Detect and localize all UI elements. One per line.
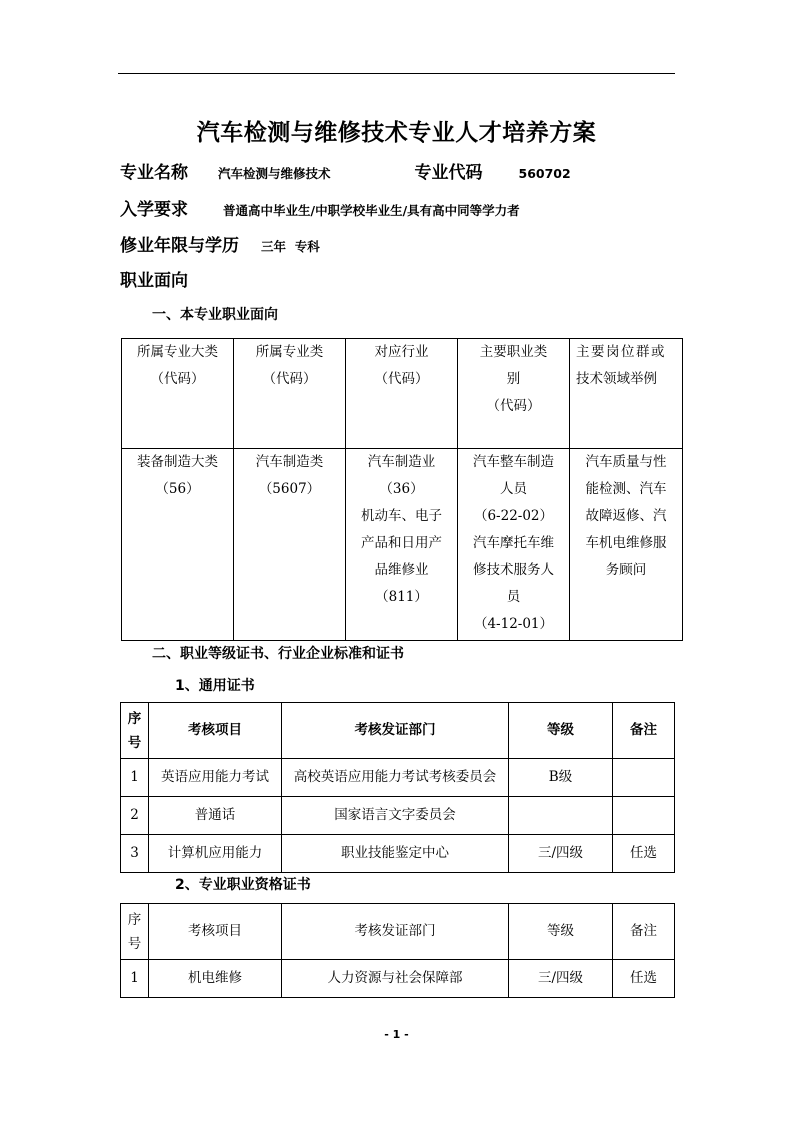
table-cell: 汽车整车制造 人员 （6-22-02） 汽车摩托车维 修技术服务人 员 （4-12-01） [458, 449, 570, 641]
table-cell: 国家语言文字委员会 [282, 797, 509, 835]
field-major-name [120, 158, 571, 183]
table-cell: 高校英语应用能力考试考核委员会 [282, 759, 509, 797]
header-rule [118, 73, 675, 74]
table-row [121, 759, 675, 797]
table-header-cell: 备注 [613, 703, 675, 759]
field-label: 修业年限与学历 [120, 236, 239, 256]
table-cell: 1 [121, 960, 149, 998]
table-header-cell: 序号 [121, 703, 149, 759]
general-cert-table [120, 702, 675, 873]
table-header-cell: 考核项目 [149, 703, 282, 759]
field-value: 汽车检测与维修技术 [218, 166, 331, 181]
table-row [121, 835, 675, 873]
table-header-cell: 序号 [121, 904, 149, 960]
table-cell: 汽车质量与性 能检测、汽车 故障返修、汽 车机电维修服 务顾问 [570, 449, 683, 641]
subsection-heading: 1、通用证书 [175, 678, 255, 694]
table-header-cell: 等级 [509, 703, 613, 759]
page-number: - 1 - [384, 1028, 409, 1041]
table-cell: 计算机应用能力 [149, 835, 282, 873]
table-cell: 英语应用能力考试 [149, 759, 282, 797]
table-header-cell: 备注 [613, 904, 675, 960]
table-cell: 职业技能鉴定中心 [282, 835, 509, 873]
table-cell: 1 [121, 759, 149, 797]
table-cell: 人力资源与社会保障部 [282, 960, 509, 998]
table-cell: 所属专业大类 （代码） [122, 339, 234, 449]
table-cell: 机电维修 [149, 960, 282, 998]
table-cell: 主要职业类 别 （代码） [458, 339, 570, 449]
field-label: 专业名称 [120, 163, 188, 183]
table-header-row [121, 904, 675, 960]
subsection-heading: 二、职业等级证书、行业企业标准和证书 [152, 646, 404, 662]
table-header-cell: 考核发证部门 [282, 904, 509, 960]
field-value: 三年 专科 [261, 239, 320, 254]
table-cell: 汽车制造业 （36） 机动车、电子 产品和日用产 品维修业 （811） [346, 449, 458, 641]
table-cell: 3 [121, 835, 149, 873]
table-header-cell: 等级 [509, 904, 613, 960]
table-cell [613, 759, 675, 797]
table-cell: 任选 [613, 835, 675, 873]
table-row [122, 449, 683, 641]
field-admission [120, 195, 520, 220]
table-row [121, 960, 675, 998]
table-cell: 主要岗位群或 技术领域举例 [570, 339, 683, 449]
document-title: 汽车检测与维修技术专业人才培养方案 [196, 120, 597, 146]
field-duration [120, 231, 320, 256]
field-label: 入学要求 [120, 200, 188, 220]
table-cell: 任选 [613, 960, 675, 998]
table-header-cell: 考核项目 [149, 904, 282, 960]
table-cell: 装备制造大类 （56） [122, 449, 234, 641]
table-cell [509, 797, 613, 835]
table-cell: 三/四级 [509, 835, 613, 873]
table-cell: B级 [509, 759, 613, 797]
table-header-row [122, 339, 683, 449]
table-cell [613, 797, 675, 835]
section-heading: 职业面向 [120, 271, 188, 291]
subsection-heading: 2、专业职业资格证书 [175, 877, 311, 893]
subsection-heading: 一、本专业职业面向 [152, 307, 278, 323]
field-label: 专业代码 [414, 163, 483, 183]
table-cell: 2 [121, 797, 149, 835]
table-cell: 普通话 [149, 797, 282, 835]
table-cell: 三/四级 [509, 960, 613, 998]
table-row [121, 797, 675, 835]
field-value: 560702 [518, 166, 571, 181]
career-table [121, 338, 683, 641]
professional-cert-table [120, 903, 675, 998]
table-cell: 对应行业 （代码） [346, 339, 458, 449]
table-cell: 汽车制造类 （5607） [234, 449, 346, 641]
table-header-cell: 考核发证部门 [282, 703, 509, 759]
table-cell: 所属专业类 （代码） [234, 339, 346, 449]
table-header-row [121, 703, 675, 759]
field-value: 普通高中毕业生/中职学校毕业生/具有高中同等学力者 [223, 203, 520, 218]
